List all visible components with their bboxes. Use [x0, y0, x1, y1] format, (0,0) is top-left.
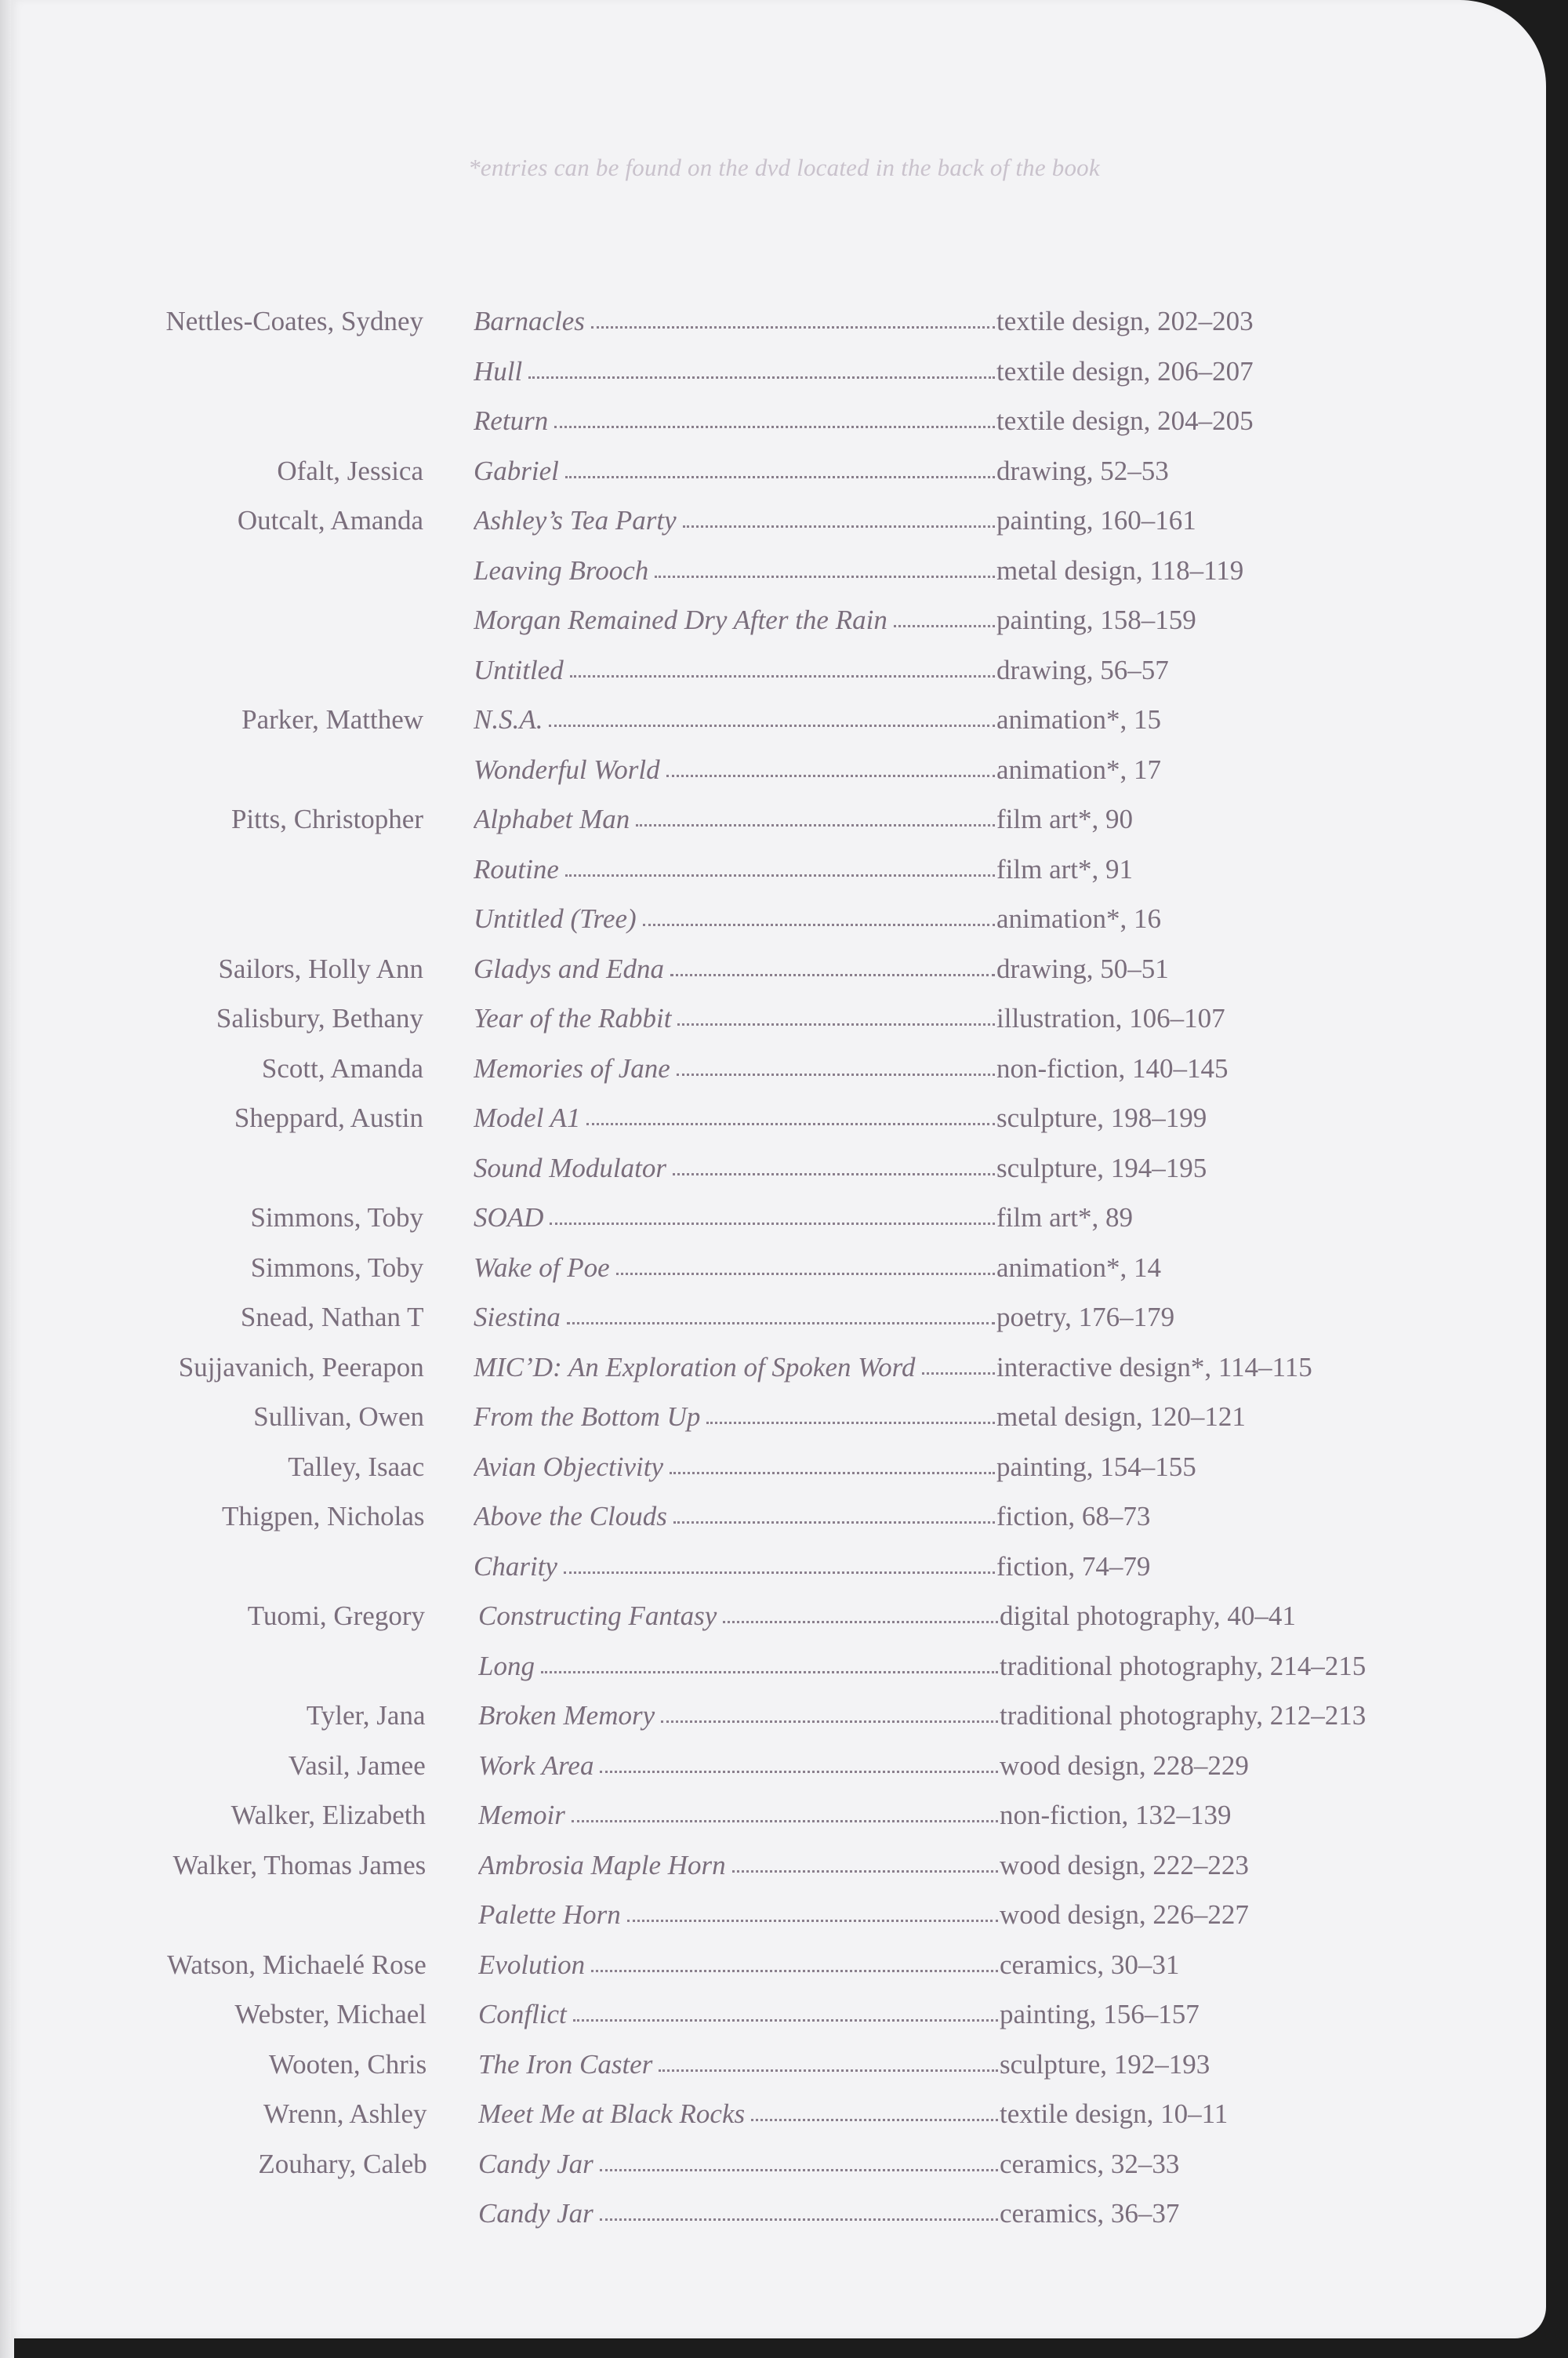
artist-name: Walker, Elizabeth	[230, 1800, 426, 1830]
medium-and-pages: metal design, 118–119	[996, 554, 1244, 586]
index-entry	[0, 405, 1568, 456]
medium-and-pages: interactive design*, 114–115	[996, 1351, 1312, 1382]
work-title: Evolution	[478, 1949, 586, 1980]
medium-and-pages: metal design, 120–121	[996, 1401, 1246, 1432]
index-entry	[0, 1501, 1568, 1551]
index-entry	[0, 1999, 1568, 2049]
index-entry	[0, 804, 1568, 854]
index-entry	[0, 1302, 1568, 1352]
index-entry	[0, 456, 1568, 506]
medium-and-pages: textile design, 204–205	[996, 405, 1254, 436]
index-entry	[0, 1352, 1568, 1402]
medium-and-pages: traditional photography, 214–215	[1000, 1650, 1367, 1681]
work-title: Wonderful World	[474, 754, 660, 785]
work-title-leader	[478, 1850, 998, 1881]
dot-leader	[550, 1223, 995, 1225]
artist-name: Sheppard, Austin	[234, 1103, 423, 1133]
index-entry	[0, 1850, 1568, 1900]
work-title-leader	[474, 306, 995, 337]
index-entry	[0, 1600, 1568, 1651]
work-title: Avian Objectivity	[474, 1451, 663, 1482]
medium-and-pages: sculpture, 198–199	[996, 1103, 1207, 1133]
dvd-footnote: *entries can be found on the dvd located in the back of the book	[468, 154, 1100, 181]
dot-leader	[541, 1671, 998, 1673]
artist-name: Wooten, Chris	[268, 2048, 427, 2080]
dot-leader	[636, 824, 995, 827]
medium-and-pages: drawing, 50–51	[996, 953, 1169, 984]
index-entry	[0, 704, 1568, 754]
work-title-leader	[478, 2149, 998, 2180]
artist-name: Zouhary, Caleb	[258, 2148, 427, 2179]
artist-name: Simmons, Toby	[250, 1252, 424, 1283]
dot-leader	[683, 525, 995, 528]
index-entry	[0, 555, 1568, 605]
work-title-leader	[478, 1700, 998, 1731]
dot-leader	[673, 1521, 995, 1524]
index-entry	[0, 1899, 1568, 1949]
work-title-leader	[474, 605, 995, 636]
index-entry	[0, 1401, 1568, 1451]
artist-name: Snead, Nathan T	[240, 1302, 424, 1332]
index-entry	[0, 2098, 1568, 2149]
medium-and-pages: painting, 160–161	[996, 505, 1196, 536]
index-entry	[0, 1949, 1568, 2000]
work-title-leader	[478, 1800, 998, 1831]
artist-name: Pitts, Christopher	[230, 804, 423, 834]
index-entry	[0, 2149, 1568, 2199]
dot-leader	[570, 675, 995, 678]
artist-name: Simmons, Toby	[250, 1202, 423, 1233]
work-title: Memories of Jane	[474, 1052, 670, 1084]
dot-leader	[627, 1920, 998, 1922]
dot-leader	[573, 2019, 998, 2022]
artist-name: Sujjavanich, Peerapon	[178, 1351, 424, 1382]
dot-leader	[600, 2169, 998, 2171]
artist-name: Salisbury, Bethany	[216, 1003, 423, 1034]
dot-leader	[751, 2119, 998, 2121]
dot-leader	[670, 1472, 995, 1474]
work-title-leader	[478, 1999, 998, 2030]
dot-leader	[600, 2218, 998, 2221]
medium-and-pages: textile design, 10–11	[1000, 2098, 1229, 2129]
index-entry	[0, 1700, 1568, 1750]
work-title: Memoir	[478, 1800, 565, 1830]
medium-and-pages: textile design, 202–203	[996, 306, 1254, 336]
work-title: Above the Clouds	[474, 1501, 667, 1531]
index-entry	[0, 754, 1568, 805]
medium-and-pages: painting, 156–157	[1000, 1999, 1200, 2029]
index-entry	[0, 1800, 1568, 1850]
work-title: Candy Jar	[478, 2198, 593, 2229]
work-title-leader	[474, 555, 995, 587]
work-title-leader	[478, 1750, 998, 1782]
artist-name: Talley, Isaac	[288, 1451, 425, 1482]
dot-leader	[554, 426, 995, 428]
work-title-leader	[474, 1053, 995, 1085]
artist-name: Vasil, Jamee	[288, 1749, 426, 1781]
work-title-leader	[474, 1153, 995, 1184]
index-entry	[0, 2049, 1568, 2099]
work-title: Untitled (Tree)	[474, 903, 637, 934]
work-title-leader	[474, 954, 995, 985]
dot-leader	[732, 1870, 998, 1873]
dot-leader	[723, 1621, 998, 1623]
medium-and-pages: film art*, 90	[996, 804, 1133, 834]
work-title-leader	[478, 1651, 998, 1682]
medium-and-pages: non-fiction, 132–139	[1000, 1800, 1232, 1830]
medium-and-pages: wood design, 226–227	[1000, 1899, 1249, 1930]
work-title-leader	[478, 1899, 998, 1931]
work-title: SOAD	[474, 1202, 544, 1233]
index-entry	[0, 1103, 1568, 1153]
work-title: Meet Me at Black Rocks	[478, 2098, 746, 2129]
medium-and-pages: digital photography, 40–41	[1000, 1600, 1296, 1631]
index-entry	[0, 1551, 1568, 1601]
medium-and-pages: painting, 154–155	[996, 1451, 1196, 1482]
work-title: Hull	[474, 355, 523, 387]
medium-and-pages: animation*, 15	[996, 704, 1161, 735]
index-entry	[0, 1252, 1568, 1303]
dot-leader	[670, 974, 995, 976]
dot-leader	[591, 326, 995, 329]
dot-leader	[894, 625, 995, 627]
index-entry	[0, 1451, 1568, 1502]
dot-leader	[677, 1074, 995, 1076]
dot-leader	[666, 775, 995, 777]
dot-leader	[673, 1173, 995, 1175]
index-entry	[0, 854, 1568, 904]
work-title: MIC’D: An Exploration of Spoken Word	[474, 1351, 916, 1382]
medium-and-pages: textile design, 206–207	[996, 355, 1254, 387]
work-title-leader	[474, 1401, 995, 1433]
work-title-leader	[474, 854, 995, 885]
dot-leader	[659, 2069, 998, 2072]
artist-name: Wrenn, Ashley	[263, 2098, 427, 2129]
work-title: Return	[474, 405, 549, 436]
work-title-leader	[478, 2098, 998, 2130]
dot-leader	[661, 1720, 998, 1723]
dot-leader	[572, 1820, 998, 1822]
artist-name: Sailors, Holly Ann	[218, 953, 423, 984]
work-title: Constructing Fantasy	[478, 1600, 717, 1631]
work-title: From the Bottom Up	[474, 1401, 701, 1432]
dot-leader	[677, 1023, 995, 1026]
work-title: Work Area	[478, 1749, 594, 1781]
index-entry	[0, 1750, 1568, 1800]
work-title: Year of the Rabbit	[474, 1003, 672, 1034]
dot-leader	[616, 1273, 995, 1275]
work-title-leader	[474, 1003, 995, 1034]
work-title-leader	[474, 405, 995, 437]
work-title-leader	[474, 456, 995, 487]
medium-and-pages: poetry, 176–179	[996, 1302, 1175, 1332]
dot-leader	[591, 1970, 998, 1972]
artist-name: Webster, Michael	[234, 1999, 426, 2029]
artist-name: Ofalt, Jessica	[277, 455, 423, 486]
medium-and-pages: drawing, 56–57	[996, 654, 1169, 685]
dot-leader	[549, 725, 995, 727]
work-title-leader	[478, 2198, 998, 2229]
work-title-leader	[474, 804, 995, 835]
dot-leader	[564, 1571, 995, 1574]
work-title-leader	[474, 1551, 995, 1582]
index-entry	[0, 505, 1568, 555]
medium-and-pages: wood design, 222–223	[1000, 1849, 1249, 1880]
index-entry	[0, 605, 1568, 655]
work-title-leader	[474, 1352, 995, 1383]
artist-name: Thigpen, Nicholas	[221, 1501, 425, 1531]
work-title: Ambrosia Maple Horn	[478, 1849, 726, 1880]
index-entry	[0, 1202, 1568, 1252]
artist-name: Watson, Michaelé Rose	[167, 1949, 426, 1980]
dot-leader	[565, 874, 995, 877]
medium-and-pages: ceramics, 36–37	[1000, 2198, 1180, 2229]
dot-leader	[600, 1771, 998, 1773]
medium-and-pages: illustration, 106–107	[996, 1003, 1225, 1034]
work-title: Morgan Remained Dry After the Rain	[474, 605, 887, 635]
dot-leader	[922, 1372, 995, 1375]
index-entry	[0, 903, 1568, 954]
work-title: Candy Jar	[478, 2148, 593, 2179]
work-title-leader	[474, 356, 995, 387]
medium-and-pages: film art*, 89	[996, 1202, 1133, 1233]
work-title: Palette Horn	[478, 1899, 621, 1930]
work-title-leader	[474, 1501, 995, 1532]
work-title-leader	[474, 1103, 995, 1134]
work-title: Alphabet Man	[474, 804, 630, 834]
work-title-leader	[478, 1949, 998, 1981]
index-entry	[0, 306, 1568, 356]
dot-leader	[528, 376, 995, 379]
index-entry	[0, 954, 1568, 1004]
medium-and-pages: non-fiction, 140–145	[996, 1052, 1229, 1084]
work-title: Model A1	[474, 1103, 581, 1133]
medium-and-pages: animation*, 16	[996, 903, 1161, 934]
work-title-leader	[474, 704, 995, 736]
work-title-leader	[474, 1451, 995, 1483]
work-title-leader	[474, 655, 995, 686]
artist-name: Sullivan, Owen	[253, 1401, 424, 1432]
medium-and-pages: wood design, 228–229	[1000, 1749, 1249, 1781]
dot-leader	[567, 1322, 995, 1324]
work-title-leader	[474, 1252, 995, 1284]
medium-and-pages: drawing, 52–53	[996, 455, 1169, 486]
dot-leader	[706, 1422, 995, 1424]
work-title: The Iron Caster	[478, 2048, 653, 2080]
work-title: Broken Memory	[478, 1700, 655, 1731]
artist-name: Nettles-Coates, Sydney	[165, 306, 423, 336]
work-title-leader	[474, 1202, 995, 1233]
medium-and-pages: animation*, 17	[996, 754, 1161, 785]
work-title-leader	[474, 754, 995, 786]
artist-name: Tuomi, Gregory	[247, 1600, 425, 1631]
index-entry	[0, 655, 1568, 705]
index-entry	[0, 1153, 1568, 1203]
index-entry	[0, 1003, 1568, 1053]
medium-and-pages: traditional photography, 212–213	[1000, 1700, 1367, 1731]
artist-name: Walker, Thomas James	[172, 1849, 426, 1880]
work-title: Siestina	[474, 1302, 561, 1332]
work-title: Long	[478, 1650, 535, 1681]
work-title-leader	[474, 903, 995, 935]
work-title: Gabriel	[474, 455, 559, 486]
work-title: Sound Modulator	[474, 1152, 666, 1183]
medium-and-pages: sculpture, 192–193	[1000, 2048, 1210, 2080]
work-title: N.S.A.	[474, 704, 543, 735]
work-title: Untitled	[474, 654, 564, 685]
medium-and-pages: ceramics, 32–33	[1000, 2148, 1180, 2179]
dot-leader	[655, 576, 995, 578]
index-entry	[0, 2198, 1568, 2248]
artist-name: Scott, Amanda	[261, 1052, 423, 1084]
medium-and-pages: fiction, 68–73	[996, 1501, 1151, 1531]
work-title: Gladys and Edna	[474, 953, 665, 984]
work-title: Wake of Poe	[474, 1252, 610, 1283]
index-entry	[0, 356, 1568, 406]
medium-and-pages: animation*, 14	[996, 1252, 1161, 1283]
index-entry	[0, 1651, 1568, 1701]
work-title: Charity	[474, 1550, 557, 1582]
dot-leader	[586, 1123, 995, 1125]
work-title-leader	[478, 2049, 998, 2080]
medium-and-pages: ceramics, 30–31	[1000, 1949, 1180, 1980]
work-title-leader	[478, 1600, 998, 1632]
work-title: Routine	[474, 853, 559, 885]
medium-and-pages: painting, 158–159	[996, 605, 1196, 635]
index-entry	[0, 1053, 1568, 1103]
dot-leader	[565, 476, 995, 478]
work-title-leader	[474, 505, 995, 536]
artist-name: Outcalt, Amanda	[237, 505, 423, 536]
dot-leader	[643, 924, 995, 926]
work-title: Conflict	[478, 1999, 567, 2029]
medium-and-pages: sculpture, 194–195	[996, 1152, 1207, 1183]
work-title: Ashley’s Tea Party	[474, 505, 677, 536]
work-title: Leaving Brooch	[474, 554, 649, 586]
artist-name: Tyler, Jana	[306, 1700, 426, 1731]
work-title-leader	[474, 1302, 995, 1333]
work-title: Barnacles	[474, 306, 585, 336]
medium-and-pages: film art*, 91	[996, 853, 1133, 885]
medium-and-pages: fiction, 74–79	[996, 1550, 1151, 1582]
artist-name: Parker, Matthew	[241, 704, 423, 735]
